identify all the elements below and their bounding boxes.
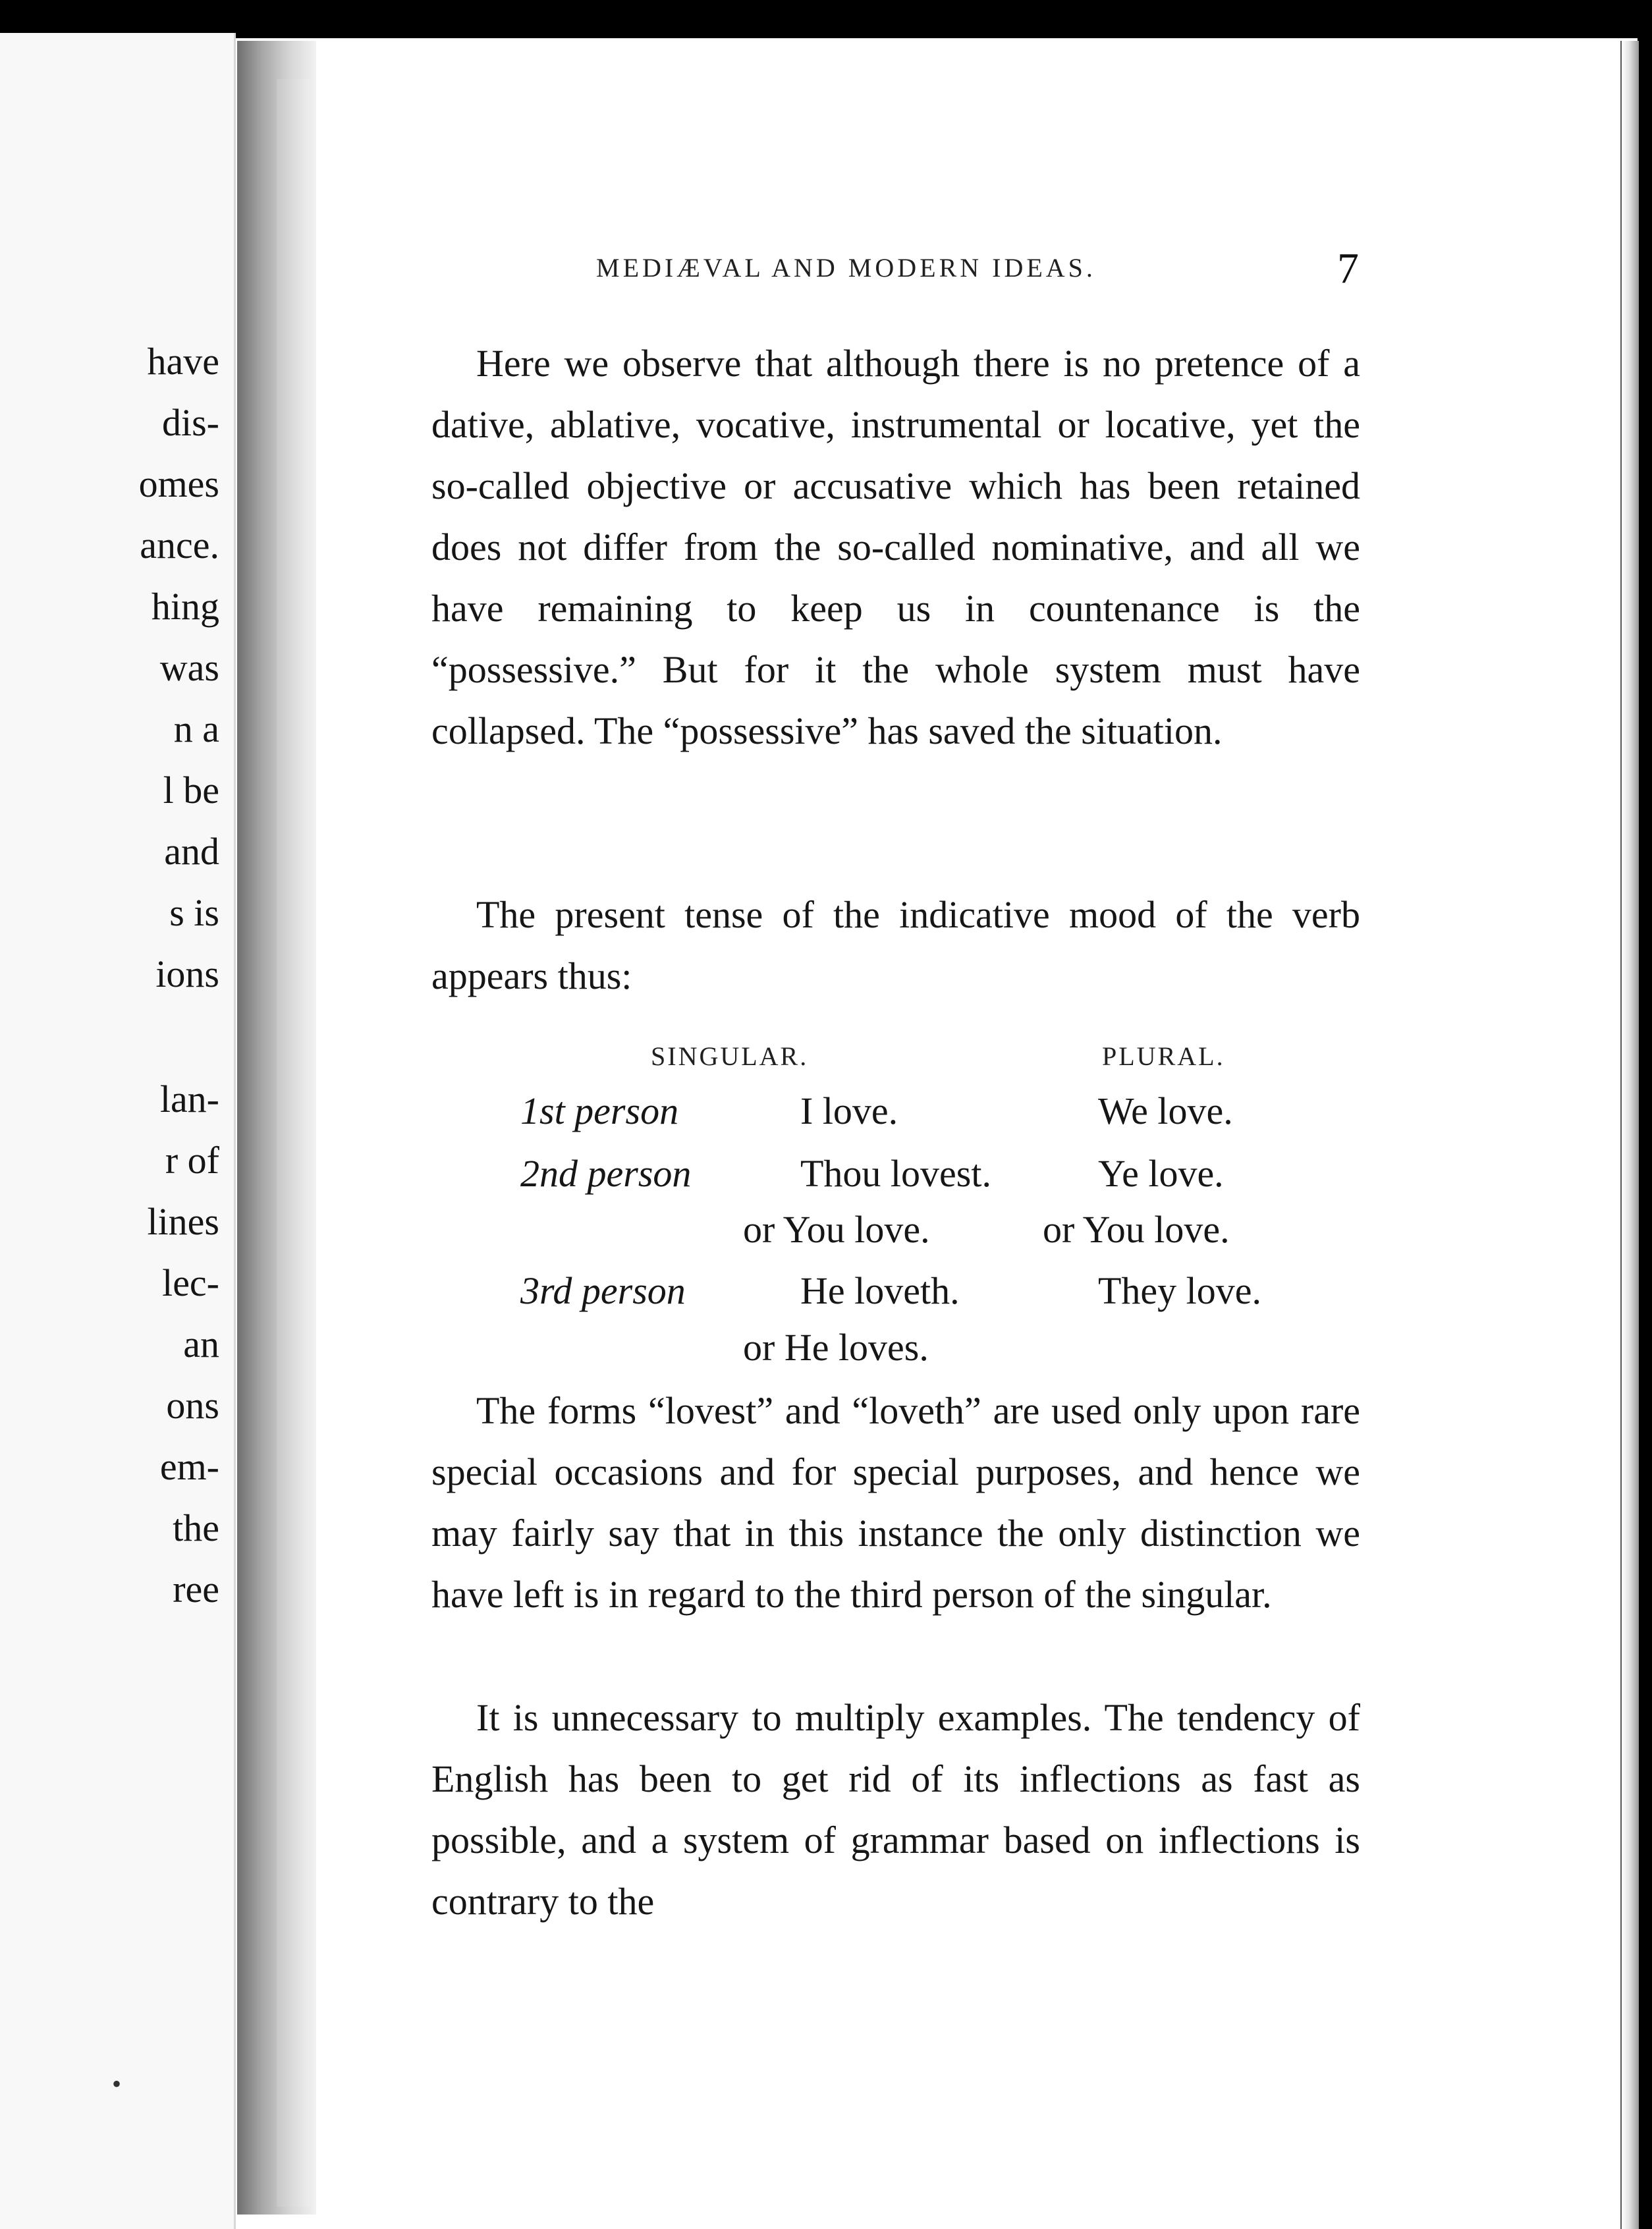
left-page-fragment: have xyxy=(147,340,219,383)
conjugation-person: 2nd person xyxy=(520,1152,692,1195)
ink-speck: • xyxy=(112,2069,122,2099)
left-page-fragment: an xyxy=(183,1323,219,1365)
scan-top-border xyxy=(0,0,1652,38)
book-gutter-highlight xyxy=(277,79,310,2207)
left-page-fragment: s is xyxy=(169,891,219,934)
conjugation-singular: He loveth. xyxy=(800,1269,960,1312)
conjugation-person: 1st person xyxy=(520,1089,679,1132)
left-page-fragment: lines xyxy=(147,1200,219,1243)
conjugation-singular: I love. xyxy=(800,1089,898,1132)
conjugation-person: 3rd person xyxy=(520,1269,686,1312)
left-page-fragment: em- xyxy=(159,1445,219,1488)
conjugation-plural-alt: or You love. xyxy=(1043,1208,1230,1251)
left-page-fragment: was xyxy=(159,646,219,689)
left-page-fragment: omes xyxy=(138,462,219,505)
conjugation-singular-alt: or You love. xyxy=(743,1208,930,1251)
paragraph-rare-forms: The forms “lovest” and “loveth” are used only upon rare special occasions and for special purposes, and hence we may fairly say that in this instance the only distinction we have left is in regard to the third person of the singular. xyxy=(431,1389,1360,1616)
conjugation-singular: Thou lovest. xyxy=(800,1152,991,1195)
left-page-fragment: r of xyxy=(165,1139,219,1182)
conjugation-plural: We love. xyxy=(1098,1089,1233,1132)
singular-header: SINGULAR. xyxy=(651,1041,809,1071)
plural-header: PLURAL. xyxy=(1102,1041,1225,1071)
left-page-fragment: l be xyxy=(163,769,219,812)
left-page-fragment: ance. xyxy=(140,524,219,566)
conjugation-plural: They love. xyxy=(1098,1269,1262,1312)
left-page-fragment: lec- xyxy=(162,1261,219,1304)
page-edge-shadow xyxy=(1620,41,1639,2229)
left-page-fragment: and xyxy=(164,830,219,873)
conjugation-plural: Ye love. xyxy=(1098,1152,1224,1195)
facing-page-left xyxy=(0,33,236,2229)
left-page-fragment: ions xyxy=(155,952,219,995)
page-number: 7 xyxy=(1337,244,1359,292)
conjugation-singular-alt: or He loves. xyxy=(743,1326,929,1369)
left-page-fragment: hing xyxy=(151,585,219,628)
left-page-fragment: lan- xyxy=(159,1078,219,1120)
paragraph-inflections: It is unnecessary to multiply examples. The tendency of English has been to get rid of its inflections as fast as possible, and a system of grammar based on inflections is contrary to the xyxy=(431,1696,1360,1923)
running-head: MEDIÆVAL AND MODERN IDEAS. xyxy=(596,253,1096,283)
left-page-fragment: ree xyxy=(173,1568,219,1610)
scan-right-border xyxy=(1638,0,1652,2229)
left-page-fragment: dis- xyxy=(162,401,219,444)
paragraph-possessive: Here we observe that although there is no pretence of a dative, ablative, vocative, instrumental or locative, yet the so-called objective or accusative which has been retained does not differ from the so-called nominative, and all we have remaining to keep us in countenance is the “possessive.” But for it the whole system must have collapsed. The “possessive” has saved the situation. xyxy=(431,342,1360,752)
paragraph-present-tense: The present tense of the indicative mood of the verb appears thus: xyxy=(431,893,1360,997)
left-page-fragment: n a xyxy=(173,707,219,750)
left-page-fragment: the xyxy=(173,1506,219,1549)
left-page-fragment: ons xyxy=(166,1384,219,1427)
